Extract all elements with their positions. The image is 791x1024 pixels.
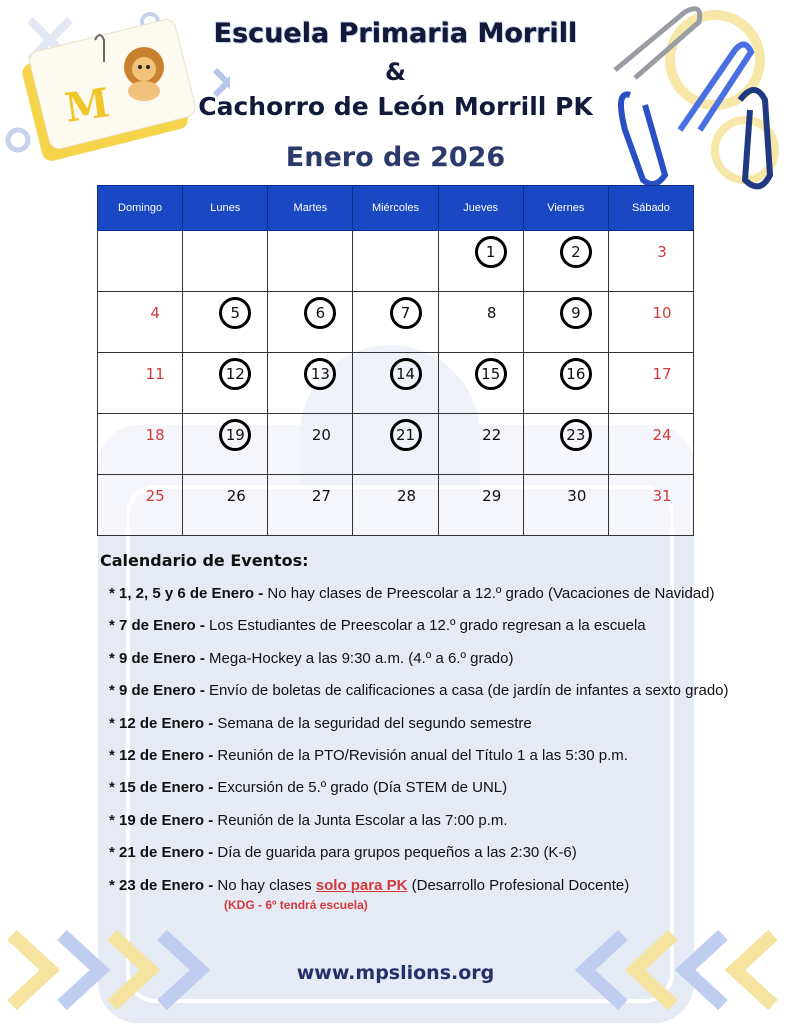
calendar-day-cell xyxy=(608,353,693,414)
website-link[interactable]: www.mpslions.org xyxy=(296,962,495,984)
day-number-circled: 6 xyxy=(304,297,336,329)
event-highlight: solo para PK xyxy=(315,877,408,894)
day-number: 4 xyxy=(150,304,160,322)
calendar-day-cell xyxy=(268,353,353,414)
weekday-header: Martes xyxy=(268,186,353,231)
event-text: Reunión de la PTO/Revisión anual del Título 1 a las 5:30 p.m. xyxy=(217,747,628,764)
weekday-header: Domingo xyxy=(98,186,183,231)
event-item xyxy=(109,844,577,861)
calendar-day-cell xyxy=(438,353,523,414)
day-number: 8 xyxy=(486,304,497,322)
calendar-day-cell xyxy=(523,292,608,353)
calendar-week-row xyxy=(98,292,694,353)
day-number: 20 xyxy=(311,426,331,444)
event-item xyxy=(109,682,729,699)
day-number: 17 xyxy=(652,365,672,383)
day-number: 10 xyxy=(652,304,672,322)
event-item xyxy=(109,617,646,634)
calendar-day-cell xyxy=(183,231,268,292)
day-number: 24 xyxy=(652,426,672,444)
calendar-day-cell xyxy=(183,414,268,475)
day-number-circled: 21 xyxy=(390,419,422,451)
weekday-header: Jueves xyxy=(438,186,523,231)
event-item xyxy=(109,747,628,764)
event-item xyxy=(109,585,715,602)
day-number: 30 xyxy=(567,487,587,505)
day-number: 25 xyxy=(145,487,165,505)
ampersand: & xyxy=(385,58,406,86)
calendar-day-cell xyxy=(268,231,353,292)
event-text: (Desarrollo Profesional Docente) xyxy=(407,877,630,894)
day-number-circled: 15 xyxy=(475,358,507,390)
day-number: 26 xyxy=(226,487,246,505)
calendar-day-cell xyxy=(98,353,183,414)
event-date: * 7 de Enero - xyxy=(109,617,210,635)
event-item xyxy=(109,877,629,894)
logo-letter: M xyxy=(61,79,113,132)
weekday-header-row xyxy=(98,186,694,231)
calendar-day-cell xyxy=(523,475,608,536)
event-item xyxy=(109,650,513,667)
calendar-week-row xyxy=(98,475,694,536)
calendar-day-cell xyxy=(98,292,183,353)
calendar-day-cell xyxy=(268,414,353,475)
day-number: 29 xyxy=(482,487,502,505)
event-text: Día de guarida para grupos pequeños a las 2:30 (K-6) xyxy=(217,844,577,862)
calendar-day-cell xyxy=(183,475,268,536)
calendar-day-cell xyxy=(268,292,353,353)
event-date: * 9 de Enero - xyxy=(109,649,210,667)
calendar-day-cell xyxy=(353,414,438,475)
event-item xyxy=(109,715,532,732)
events-heading: Calendario de Eventos: xyxy=(100,551,309,570)
calendar-day-cell xyxy=(353,353,438,414)
calendar-day-cell xyxy=(183,353,268,414)
day-number: 3 xyxy=(657,243,667,261)
weekday-header: Viernes xyxy=(523,186,608,231)
event-text: Mega-Hockey a las 9:30 a.m. (4.º a 6.º grado) xyxy=(209,649,514,667)
calendar-day-cell xyxy=(608,414,693,475)
school-title: Escuela Primaria Morrill xyxy=(213,18,578,49)
day-number-circled: 13 xyxy=(304,358,336,390)
calendar-day-cell xyxy=(608,292,693,353)
calendar-day-cell xyxy=(183,292,268,353)
day-number: 18 xyxy=(145,426,165,444)
calendar-day-cell xyxy=(353,292,438,353)
weekday-header: Sábado xyxy=(608,186,693,231)
calendar-day-cell xyxy=(98,231,183,292)
event-text: Los Estudiantes de Preescolar a 12.º grado regresan a la escuela xyxy=(209,617,646,635)
event-date: * 12 de Enero - xyxy=(109,747,218,764)
calendar-week-row xyxy=(98,231,694,292)
event-text: Reunión de la Junta Escolar a las 7:00 p.m. xyxy=(217,811,508,829)
calendar-day-cell xyxy=(268,475,353,536)
calendar-week-row xyxy=(98,414,694,475)
event-item xyxy=(109,812,508,829)
event-note: (KDG - 6º tendrá escuela) xyxy=(224,898,368,912)
event-text: Envío de boletas de calificaciones a casa (de jardín de infantes a sexto grado) xyxy=(209,682,729,700)
day-number-circled: 1 xyxy=(475,236,507,268)
day-number: 22 xyxy=(482,426,502,444)
calendar-day-cell xyxy=(523,353,608,414)
calendar-week-row xyxy=(98,353,694,414)
event-text: Semana de la seguridad del segundo semestre xyxy=(217,714,532,732)
day-number: 31 xyxy=(652,487,672,505)
event-date: * 15 de Enero - xyxy=(109,779,218,797)
event-text: Excursión de 5.º grado (Día STEM de UNL) xyxy=(217,779,508,797)
calendar-day-cell xyxy=(608,475,693,536)
day-number-circled: 5 xyxy=(219,297,251,329)
day-number-circled: 12 xyxy=(219,358,251,390)
calendar-day-cell xyxy=(608,231,693,292)
calendar-day-cell xyxy=(353,475,438,536)
calendar-day-cell xyxy=(438,292,523,353)
event-text: No hay clases xyxy=(217,877,316,894)
day-number: 28 xyxy=(397,487,417,505)
calendar-day-cell xyxy=(523,231,608,292)
calendar-day-cell xyxy=(438,414,523,475)
event-date: * 23 de Enero - xyxy=(109,877,218,894)
weekday-header: Miércoles xyxy=(353,186,438,231)
month-title: Enero de 2026 xyxy=(285,142,506,173)
day-number-circled: 19 xyxy=(219,419,251,451)
day-number: 11 xyxy=(145,365,165,383)
calendar-grid xyxy=(97,185,694,536)
day-number-circled: 14 xyxy=(390,358,422,390)
program-title: Cachorro de León Morrill PK xyxy=(198,92,593,121)
calendar-day-cell xyxy=(438,231,523,292)
weekday-header: Lunes xyxy=(183,186,268,231)
event-text: No hay clases de Preescolar a 12.º grado (Vacaciones de Navidad) xyxy=(267,585,715,602)
calendar-day-cell xyxy=(438,475,523,536)
day-number-circled: 23 xyxy=(560,419,592,451)
calendar-day-cell xyxy=(98,414,183,475)
day-number-circled: 2 xyxy=(560,236,592,268)
event-date: * 19 de Enero - xyxy=(109,811,218,829)
day-number-circled: 9 xyxy=(560,297,592,329)
event-date: * 21 de Enero - xyxy=(109,844,218,862)
calendar-day-cell xyxy=(353,231,438,292)
event-item xyxy=(109,779,507,796)
event-date: * 12 de Enero - xyxy=(109,714,218,732)
event-date: * 9 de Enero - xyxy=(109,682,210,700)
day-number: 27 xyxy=(311,487,331,505)
day-number-circled: 7 xyxy=(390,297,422,329)
calendar-day-cell xyxy=(98,475,183,536)
event-date: * 1, 2, 5 y 6 de Enero - xyxy=(109,585,268,602)
day-number-circled: 16 xyxy=(560,358,592,390)
calendar-day-cell xyxy=(523,414,608,475)
